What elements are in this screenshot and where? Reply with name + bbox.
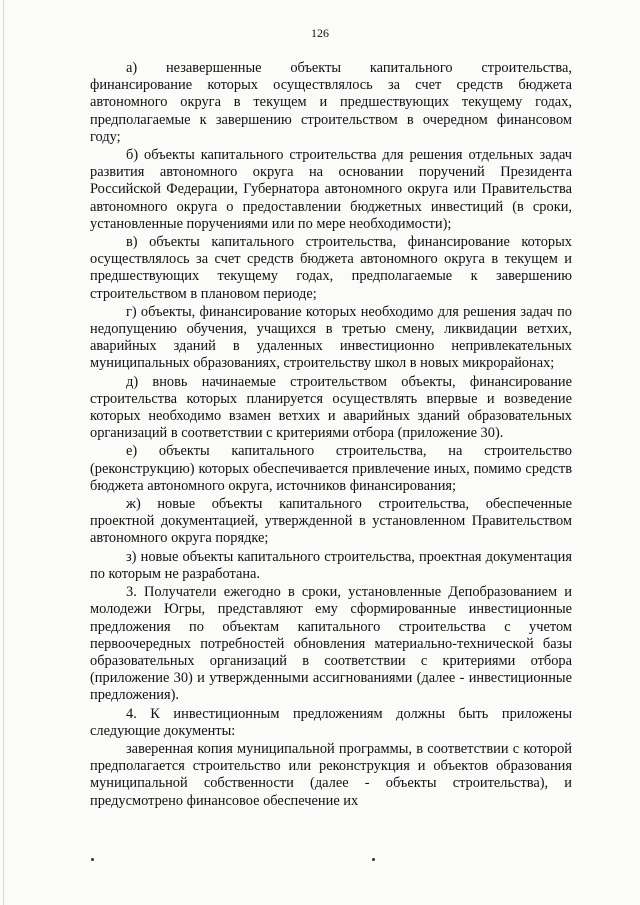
paragraph-item-g: г) объекты, финансирование которых необходимо для решения задач по недопущению обучения, учащихся в третью смену, ликвидации ветхих, аварийных зданий в удаленных инвестиционно непривлекательных муниципальных образованиях, строительству школ в новых микрорайонах; [90,303,572,372]
paragraph-item-v: в) объекты капитального строительства, финансирование которых осуществлялось за счет средств бюджета автономного округа в текущем и предшествующих текущему годах, предполагаемые к завершению строительством в плановом периоде; [90,234,572,302]
scan-speck [91,858,94,861]
paragraph-item-b: б) объекты капитального строительства для решения отдельных задач развития автономного округа на основании поручений Президента Российской Федерации, Губернатора автономного округа или Правительства автономного округа о предоставлении бюджетных инвестиций (в сроки, установленные поручениями или по мере необходимости); [90,147,572,232]
paragraph-item-zh: ж) новые объекты капитального строительства, обеспеченные проектной документацией, утвержденной в установленном Правительством автономного округа порядке; [90,496,572,547]
scan-speck [372,858,375,861]
page-number: 126 [311,26,329,40]
paragraph-item-e: е) объекты капитального строительства, на строительство (реконструкцию) которых обеспечивается привлечение иных, помимо средств бюджета автономного округа, источников финансирования; [90,443,572,494]
document-body [90,60,572,811]
paragraph-documents-list: заверенная копия муниципальной программы, в соответствии с которой предполагается строительство или реконструкция и объектов образования муниципальной собственности (далее - объекты строительства), и предусмотрено финансовое обеспечение их [90,740,572,809]
paragraph-item-a: а) незавершенные объекты капитального строительства, финансирование которых осуществлялось за счет средств бюджета автономного округа в текущем и предшествующих текущему годах, предполагаемые к завершению строительством в очередном финансовом году; [90,60,572,145]
paragraph-section-4: 4. К инвестиционным предложениям должны быть приложены следующие документы: [90,705,572,739]
paragraph-section-3: 3. Получатели ежегодно в сроки, установленные Депобразованием и молодежи Югры, представляют ему сформированные инвестиционные предложения по объектам капитального строительства с учетом первоочередных потребностей обновления материально-технической базы образовательных организаций в соответствии с критериями отбора (приложение 30) и утвержденными ассигнованиями (далее - инвестиционные предложения). [90,584,572,704]
paragraph-item-z: з) новые объекты капитального строительства, проектная документация по которым не разработана. [90,548,572,582]
paragraph-item-d: д) вновь начинаемые строительством объекты, финансирование строительства которых планируется осуществлять впервые и возведение которых необходимо взамен ветхих и аварийных зданий образовательных организаций в соответствии с критериями отбора (приложение 30). [90,373,572,442]
